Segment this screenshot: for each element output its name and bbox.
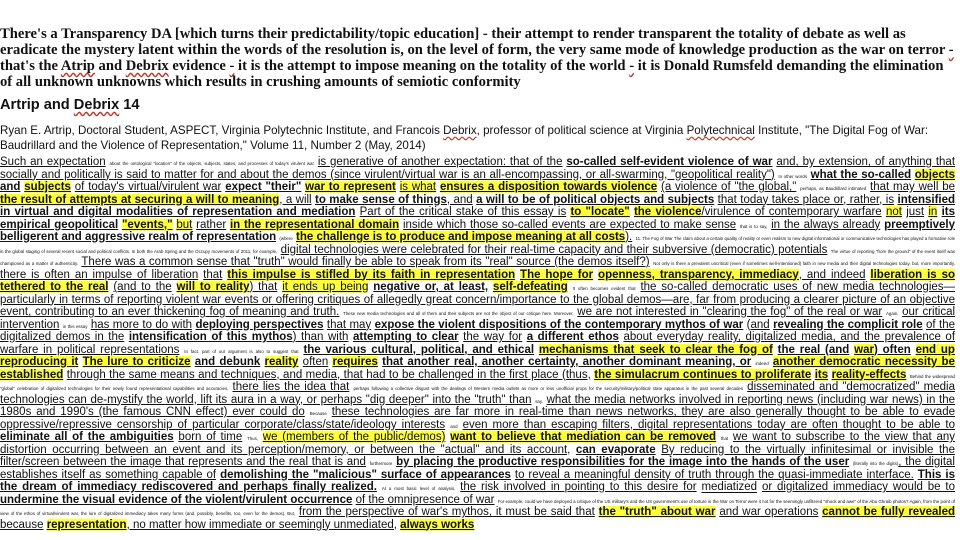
card-text: preemptively belligerent and aggressive realm of representation <box>0 218 956 243</box>
card-text: and debunk <box>194 356 261 368</box>
card-text: disseminated and "democratized" media technologies can de-mystify the world, lift its aura in a way, or perhaps "dig deeper" into the "truth" than <box>0 381 955 406</box>
card-text: Part of the critical stake of this essay is <box>359 206 567 218</box>
card-text: will to reality <box>176 281 250 293</box>
card-text: in this essay <box>62 323 88 329</box>
card-text: In other words <box>778 173 808 179</box>
card-text: Not only is there a prevalent uncritical (even if sometimes well-intentioned) faith in new media and their digital technologies today, but, more importantly, <box>653 261 955 266</box>
card-text: The virtue of reporting "from the ground" of the event itself was championed as a matter of authenticity. <box>0 248 955 266</box>
card-text: that is to say, <box>740 223 768 229</box>
citation-polytechnical: Polytechnical <box>686 124 755 137</box>
card-text: ) than with <box>292 331 349 343</box>
card-text: ensures a disposition towards violence <box>439 181 658 193</box>
card-text: there is often an impulse of liberation <box>0 268 199 281</box>
card-text: ). <box>625 231 633 243</box>
card-text: a different ethos <box>526 331 619 343</box>
card-text: the simulacrum continues to proliferate <box>594 368 812 381</box>
card-text: reality <box>264 356 299 368</box>
card-text: perhaps following a collective disgust with the dealings of Western media outlets as more or less unofficial props for the security/military/political state apparatus in the past several decades <box>353 386 744 391</box>
card-text: so-called self-evident violence of war <box>566 156 773 168</box>
card-text: it ends up being <box>282 281 369 293</box>
card-text: of today's virtual/virulent war <box>74 181 222 193</box>
card-text: ) that <box>249 281 278 293</box>
tag-dash: - <box>948 42 954 58</box>
tag-dash: - <box>629 58 635 74</box>
card-text: subjects <box>24 181 71 193</box>
heading-author: Artrip and <box>0 97 70 113</box>
card-text: we want to subscribe to the view that any distortion occurring between an event and its perception/memory, or between the "actual" and its account, <box>0 431 956 456</box>
card-text: reality-effects <box>831 368 907 381</box>
card-text: perhaps, as Baudrillard intimated <box>800 186 867 191</box>
tag-debrix: Debrix <box>125 58 169 74</box>
card-text: what the media networks involved in reporting news (including war news) in the 1980s and 1990's (the famous CNN effect) ever could do <box>0 393 955 418</box>
card-text: and war operations <box>719 506 819 518</box>
card-text: Thus, <box>247 436 259 441</box>
card-text: because <box>0 518 44 531</box>
card-text: end up reproducing it <box>0 343 955 368</box>
card-text: intensification of this mythos <box>128 331 293 343</box>
card-text: (a violence of "the global," <box>661 181 797 193</box>
card-text: It often becomes evident that <box>572 286 636 291</box>
card-text: in the representational domain <box>229 218 400 231</box>
card-text: a will to be of political objects and subjects <box>476 193 715 206</box>
cite-heading <box>0 97 140 114</box>
card-text: and, by extension, of anything that socially and politically is said to matter for and about the demos (since virulent/virtual war is an all-encompassing, or all-swarming, "geopolitical reality") <box>0 156 956 181</box>
card-text: attempting to clear <box>352 331 459 343</box>
card-tag <box>0 26 955 90</box>
card-text: mechanisms that seek to clear the fog of <box>538 343 773 356</box>
card-text: Because <box>309 411 327 416</box>
card-text: eliminate all of the ambiguities <box>0 431 174 443</box>
tag-dash: - <box>229 58 235 74</box>
card-text: (and <box>746 318 770 331</box>
card-text: that may well be <box>870 181 956 193</box>
card-text: Again, <box>885 311 899 316</box>
card-text: revealing the complicit role <box>773 318 923 331</box>
card-text: demolishing the "malicious" surface of appearances <box>220 468 511 481</box>
card-text: The lure to criticize <box>82 356 191 368</box>
card-text: openness, transparency, immediacy <box>598 268 799 281</box>
card-body <box>0 156 955 540</box>
tag-text: and <box>98 58 123 74</box>
card-text: , and indeed <box>798 268 866 281</box>
card-text: These new media technologies and all of them and their subjects are not the object of our critique here. Moreover, <box>343 311 574 316</box>
card-text: of the digitalized demos in the <box>0 318 955 343</box>
card-text: intensified in virtual and digital modalities of representation and mediation <box>0 193 956 218</box>
card-text: , no matter how immediate or seemingly unmediated, <box>126 518 397 531</box>
card-text: deploying perspectives <box>195 318 324 331</box>
card-text: has more to do with <box>90 318 193 331</box>
tag-text: it is Donald Rumsfeld demanding the elimination of all unknown unknowns which results in crushing amounts of semiotic conformity <box>0 58 944 90</box>
card-text: Behind the widespread "global" celebration of digitalized technologies for their newly found representational capabilities and accuracies, <box>0 373 955 391</box>
card-text: by placing the productive responsibilities for the image into the hands of the user <box>396 456 850 468</box>
card-text: say, <box>535 398 543 404</box>
citation-text: , professor of political science at Virginia <box>476 124 684 137</box>
card-text: in the always already <box>771 218 881 231</box>
card-text: often <box>302 356 329 368</box>
card-text: the various cultural, political, and ethical <box>303 343 535 356</box>
card-text: its <box>814 368 829 381</box>
heading-debrix: Debrix <box>73 97 120 113</box>
card-text: the real (and <box>777 343 850 356</box>
card-text: cannot be fully revealed <box>822 506 955 518</box>
card-text: there lies the idea that <box>232 381 350 393</box>
card-text: war <box>854 343 874 356</box>
card-text: of the omnipresence of war <box>355 493 495 506</box>
card-text: the challenge is to produce and impose meaning at all costs <box>296 231 626 243</box>
heading-year: 14 <box>123 97 140 113</box>
card-text: our critical intervention <box>0 306 956 331</box>
card-text: to make sense of things <box>315 193 447 206</box>
card-text: just <box>906 206 925 218</box>
card-text: what the so-called <box>810 168 912 181</box>
card-text: the way for <box>463 331 523 343</box>
card-text: objects <box>914 168 955 181</box>
card-text: (and to the <box>113 281 172 293</box>
tag-text: evidence <box>172 58 226 74</box>
card-text: to "locate" <box>570 206 630 218</box>
card-text: and <box>450 423 458 429</box>
card-text: its empirical geopolitical <box>0 206 955 231</box>
card-text: the violence <box>633 206 702 218</box>
card-text: The hope for <box>520 268 594 281</box>
card-text: born of time <box>178 431 243 443</box>
card-text: mediatized <box>701 481 758 493</box>
card-text: self-defeating <box>492 281 568 293</box>
card-text: (literally into the digits) <box>852 461 899 466</box>
card-text: this impulse is stifled by its faith in representation <box>227 268 516 281</box>
card-text: , the digital establishes itself as something capable of <box>0 456 955 481</box>
citation-text: Institute, "The Digital Fog of War: Baudrillard and the Violence of Representation," Volume 11, Number 2 (May, 2014) <box>0 124 929 152</box>
tag-atrip: Atrip <box>60 58 95 74</box>
tag-text: it is the attempt to impose meaning on the totality of the world <box>238 58 626 74</box>
card-text: is what <box>399 181 437 193</box>
card-text: expose the violent dispositions of the contemporary mythos of war <box>374 318 744 331</box>
card-text: even more than escaping filters, digital representations today are often thought to be able to <box>462 418 956 431</box>
tag-text: There's a Transparency DA [which turns their predictability/topic education] - their attempt to render transparent the totality of debate as well as eradicate the mystery latent within the words of the resolution is, on the level of form, the very same mode of knowledge production as the war on terror <box>0 26 946 58</box>
card-text: furthermore <box>369 461 393 466</box>
card-text: that today takes place or, rather, is <box>717 193 895 206</box>
card-text: the result of attempts at securing a will to meaning <box>0 193 280 206</box>
card-text: these technologies are far more in real-time than news networks, they are also generally thought to be able to evade oppressive/repressive censorship of particular corporate/class/state/ideology interests <box>0 406 955 431</box>
card-text: At a most basic level of analysis, <box>381 486 456 491</box>
card-text: want to believe that mediation can be removed <box>450 431 717 443</box>
card-text: Such an expectation <box>0 156 106 168</box>
full-citation <box>0 123 950 153</box>
card-text: always works <box>400 518 475 531</box>
card-text: another democratic necessity be established <box>0 356 955 381</box>
card-text: the risk involved in pointing to this desire for <box>460 481 697 493</box>
card-text: ) often <box>873 343 911 356</box>
card-text: representation <box>46 518 127 531</box>
card-text: This is the dream of immediacy rediscovered and perhaps finally realized. <box>0 468 955 493</box>
card-text: war to represent <box>305 181 396 193</box>
card-text: (where <box>279 236 293 241</box>
card-text: the "truth" about war <box>598 506 716 518</box>
card-text: that another real, another certainty, another dominant meaning, or <box>382 356 752 368</box>
card-text: that <box>720 436 729 441</box>
card-text: , a will <box>279 193 312 206</box>
card-text: but <box>176 218 193 231</box>
card-text: By reducing to the virtually infinitesimal or invisible the filter/screen between the image that represents and the real that is and <box>0 443 955 468</box>
card-text: For example, could we have deployed a critique of the US military's and the US government's use of torture in the War on Terror were it not for the seemingly unfiltered "shock and awe" of the Abu Ghraib photos? Again, from the point of view of the ethos of virtual/virulent war, the lure of digitalized immediacy takes many forms (and, possibly, benefits, too, even for the demos). But, <box>0 498 955 516</box>
card-text: through the same means and techniques, and media, that had to be challenged in the first place (thus, <box>66 368 591 381</box>
card-text: we are not interested in "clearing the fog" of the real or war <box>577 306 883 318</box>
card-text: that may <box>326 318 372 331</box>
card-text: about the ontological "location" of the objects, subjects, states, and processes of today's virulent war <box>109 161 314 166</box>
card-text: /virulence of contemporary warfare <box>701 206 882 218</box>
card-text: and <box>0 181 21 193</box>
card-text: or digitalized immediacy would be to <box>761 481 956 493</box>
card-text: inside which those so-called events are expected to make sense <box>402 218 737 231</box>
card-text: There was a common sense that "truth" would finally be able to speak from its "real" source (the demos itself?) <box>81 256 650 268</box>
card-text: In fact, part of our argument is also to suggest that <box>184 348 299 354</box>
card-text: not <box>885 206 902 218</box>
tag-text: that's the <box>0 58 58 74</box>
card-text: from the perspective of war's mythos, it must be said that <box>298 506 595 518</box>
card-text: expect "their" <box>225 181 302 193</box>
card-text: liberation is so tethered to the real <box>0 268 956 293</box>
card-text: "events," <box>121 218 173 231</box>
card-text: in <box>928 206 938 218</box>
card-text: , and <box>446 193 473 206</box>
card-text: to reveal a meaningful density of truth through the quasi-immediate interface. <box>514 468 914 481</box>
card-text: negative or, at least, <box>373 281 489 293</box>
card-text: indeed <box>755 361 769 366</box>
card-text: about everyday reality, digitalized media, and the prevalence of warfare in political representations <box>0 331 956 356</box>
card-text: undermine the visual evidence of the violent/virulent occurrence <box>0 493 353 506</box>
card-text: we (members of the public/demos) <box>262 431 446 443</box>
card-text: the so-called democratic uses of new media technologies—particularly in terms of reporting violent war events or offering critiques of allegedly great concern/importance to the global demos—are, far from producing a clearer picture of an objective event, contributing to an ever thickening fog of meaning and truth. <box>0 281 956 318</box>
card-text: digital technologies were celebrated for their real-time capacity and their subversive (democratic) potentials <box>280 243 828 256</box>
card-text: is generative of another expectation: that of the <box>317 156 563 168</box>
citation-debrix: Debrix <box>443 124 477 137</box>
card-text: can evaporate <box>575 443 656 456</box>
card-text: 11. The Fog of War The claim about a certain quality of reality or even realism to new digital informational or communicative technologies has played a formative role in the global staging of several recent social and political conflicts. In both the Arab Spring and the Occupy movements of 2011, for example, <box>0 236 956 254</box>
card-text: that <box>203 268 223 281</box>
card-text: requires <box>332 356 378 368</box>
card-text: rather <box>196 218 227 231</box>
citation-text: Ryan E. Artrip, Doctoral Student, ASPECT, Virginia Polytechnic Institute, and Francois <box>0 124 440 137</box>
